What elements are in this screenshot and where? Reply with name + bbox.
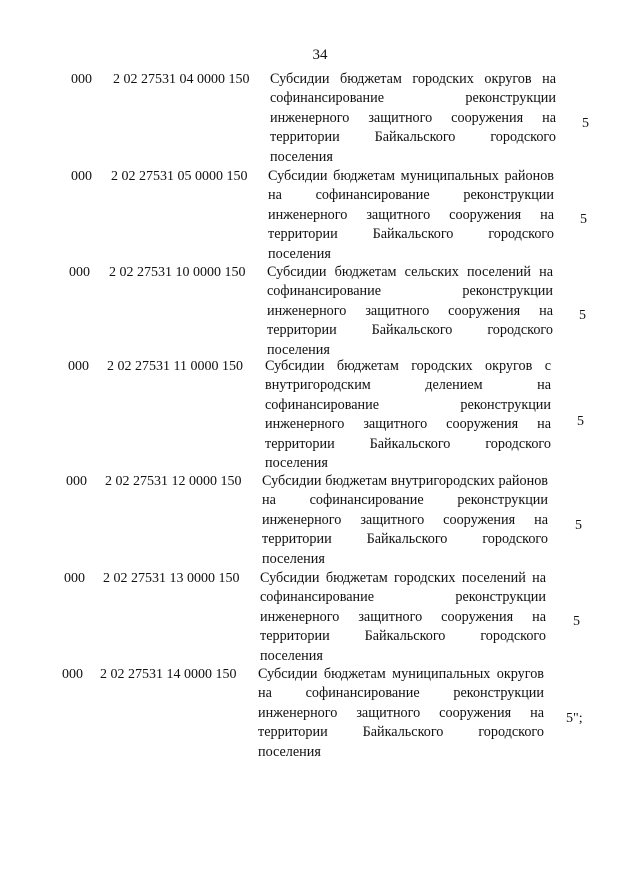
row-description: Субсидии бюджетам городских округов с внутригородским делением на софинансирование реконструкции инженерного защитного сооружения на территории Байкальского городского поселения xyxy=(265,358,551,472)
row-value: 5 xyxy=(575,518,582,533)
budget-code: 2 02 27531 05 0000 150 xyxy=(111,169,248,184)
budget-code: 2 02 27531 13 0000 150 xyxy=(103,571,240,586)
admin-code: 000 xyxy=(66,474,87,489)
row-value: 5"; xyxy=(566,711,583,726)
budget-code: 2 02 27531 11 0000 150 xyxy=(107,359,243,374)
row-description: Субсидии бюджетам муниципальных районов на софинансирование реконструкции инженерного защитного сооружения на территории Байкальского городского поселения xyxy=(268,168,554,262)
row-value: 5 xyxy=(582,116,589,131)
row-description: Субсидии бюджетам внутригородских районов на софинансирование реконструкции инженерного защитного сооружения на территории Байкальского городского поселения xyxy=(262,473,548,567)
row-description: Субсидии бюджетам городских округов на софинансирование реконструкции инженерного защитного сооружения на территории Байкальского городского поселения xyxy=(270,71,556,165)
page-number: 34 xyxy=(312,47,328,63)
row-description: Субсидии бюджетам муниципальных округов на софинансирование реконструкции инженерного защитного сооружения на территории Байкальского городского поселения xyxy=(258,666,544,760)
row-value: 5 xyxy=(577,414,584,429)
budget-code: 2 02 27531 14 0000 150 xyxy=(100,667,237,682)
admin-code: 000 xyxy=(68,359,89,374)
admin-code: 000 xyxy=(62,667,83,682)
admin-code: 000 xyxy=(64,571,85,586)
admin-code: 000 xyxy=(71,72,92,87)
budget-code: 2 02 27531 12 0000 150 xyxy=(105,474,242,489)
row-value: 5 xyxy=(579,308,586,323)
budget-code: 2 02 27531 04 0000 150 xyxy=(113,72,250,87)
admin-code: 000 xyxy=(71,169,92,184)
row-description: Субсидии бюджетам сельских поселений на софинансирование реконструкции инженерного защитного сооружения на территории Байкальского городского поселения xyxy=(267,264,553,358)
admin-code: 000 xyxy=(69,265,90,280)
row-value: 5 xyxy=(580,212,587,227)
row-value: 5 xyxy=(573,614,580,629)
row-description: Субсидии бюджетам городских поселений на софинансирование реконструкции инженерного защитного сооружения на территории Байкальского городского поселения xyxy=(260,570,546,664)
budget-code: 2 02 27531 10 0000 150 xyxy=(109,265,246,280)
